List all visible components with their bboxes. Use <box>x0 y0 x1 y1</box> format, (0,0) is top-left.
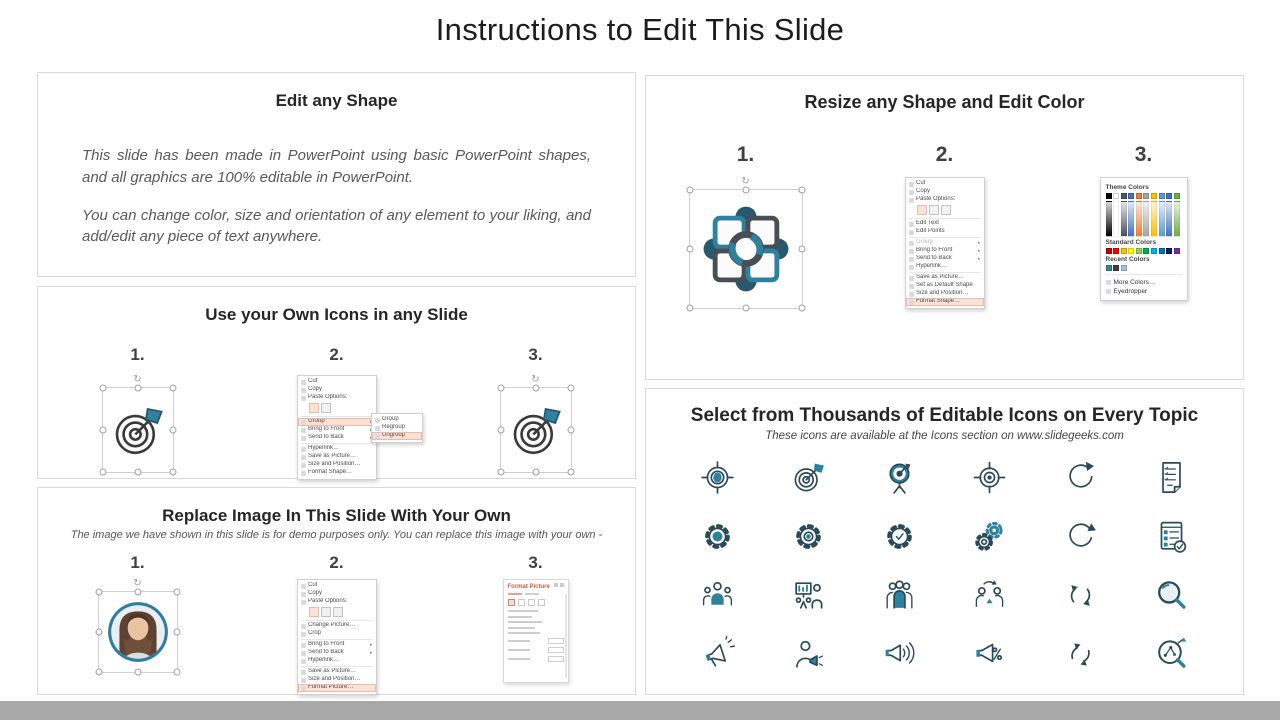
color-swatch[interactable] <box>1106 265 1112 271</box>
selection-handle[interactable] <box>532 385 539 392</box>
menu-item-icon <box>301 600 306 605</box>
menu-item-icon <box>909 222 914 227</box>
menu-item[interactable] <box>298 426 376 434</box>
person-announcement-icon[interactable] <box>789 635 827 673</box>
selection-handle[interactable] <box>686 305 693 312</box>
pane-close-icon[interactable] <box>554 583 564 587</box>
panel-resize-shape <box>645 75 1244 380</box>
selected-target-icon[interactable] <box>500 387 572 473</box>
menu-item-label: Bring to Front <box>308 641 345 648</box>
menu-item[interactable] <box>298 676 376 684</box>
panel-edit-any-shape <box>37 72 636 277</box>
team-discussion-icon[interactable] <box>971 576 1009 614</box>
menu-item[interactable] <box>298 668 376 676</box>
target-dart-icon[interactable] <box>789 458 827 496</box>
menu-item[interactable] <box>906 298 984 306</box>
selection-handle[interactable] <box>742 305 749 312</box>
menu-item-label: Cut <box>916 180 926 187</box>
color-swatch[interactable] <box>1174 193 1180 199</box>
menu-item[interactable] <box>298 649 376 657</box>
menu-item-label: Size and Position… <box>308 676 361 683</box>
panel-title: Replace Image In This Slide With Your Own <box>162 506 511 525</box>
menu-item-icon <box>301 624 306 629</box>
menu-separator <box>301 639 373 640</box>
rotate-arrow-icon[interactable] <box>1062 458 1100 496</box>
color-swatch[interactable] <box>1113 193 1119 199</box>
selection-handle[interactable] <box>567 427 574 434</box>
selection-handle[interactable] <box>532 469 539 476</box>
context-menu-wrap <box>297 375 406 480</box>
menu-item[interactable] <box>298 684 376 692</box>
menu-item[interactable] <box>372 416 422 424</box>
color-swatch[interactable] <box>1174 248 1180 254</box>
menu-item[interactable] <box>906 196 984 204</box>
menu-item[interactable] <box>298 445 376 453</box>
menu-item[interactable] <box>906 188 984 196</box>
selection-handle[interactable] <box>99 385 106 392</box>
color-tint-column[interactable] <box>1174 201 1180 237</box>
search-analytics-icon[interactable] <box>1153 635 1191 673</box>
menu-item[interactable] <box>372 424 422 432</box>
menu-item-icon <box>301 463 306 468</box>
menu-item[interactable] <box>298 469 376 477</box>
panel-title: Resize any Shape and Edit Color <box>804 92 1085 112</box>
pane-tabs[interactable] <box>508 593 564 595</box>
more-colors-item[interactable] <box>1106 278 1182 287</box>
pane-category-icons[interactable] <box>508 599 564 606</box>
menu-item-icon <box>301 659 306 664</box>
submenu-arrow-icon: ▸ <box>977 256 981 262</box>
color-swatch[interactable] <box>1166 193 1172 199</box>
context-submenu-group <box>371 413 423 443</box>
selection-handle[interactable] <box>686 187 693 194</box>
menu-item-label: Size and Position… <box>916 290 969 297</box>
megaphone-announce-icon[interactable] <box>698 635 736 673</box>
target-dart-icon <box>110 402 166 458</box>
eyedropper-item[interactable] <box>1106 287 1182 296</box>
dartboard-arrow-icon[interactable] <box>880 458 918 496</box>
step-number: 3. <box>528 345 543 364</box>
pane-field[interactable] <box>508 647 564 653</box>
step-number: 1. <box>736 143 755 166</box>
cycle-arrows-icon[interactable] <box>1062 635 1100 673</box>
submenu-arrow-icon: ▸ <box>977 240 981 246</box>
menu-item[interactable] <box>298 630 376 638</box>
menu-item-icon <box>301 455 306 460</box>
menu-item-label: Cut <box>308 378 318 385</box>
color-swatch[interactable] <box>1136 248 1142 254</box>
menu-item-label: Paste Options: <box>916 196 956 203</box>
menu-item-icon <box>909 182 914 187</box>
color-palette <box>1100 177 1188 301</box>
menu-item-icon <box>909 241 914 246</box>
menu-item-icon <box>375 434 380 439</box>
menu-item-icon <box>301 388 306 393</box>
panel-icon-library <box>645 388 1244 695</box>
artwork-row <box>38 579 635 695</box>
color-swatch[interactable] <box>1106 193 1112 199</box>
step-number: 3. <box>1134 143 1153 166</box>
color-tint-column[interactable] <box>1106 201 1112 237</box>
menu-item-icon <box>375 418 380 423</box>
color-swatch[interactable] <box>1121 193 1127 199</box>
menu-item-icon <box>909 230 914 235</box>
step-number: 2. <box>329 553 344 572</box>
target-dart-icon <box>508 402 564 458</box>
menu-item-icon <box>301 643 306 648</box>
slide-title: Instructions to Edit This Slide <box>435 12 845 47</box>
color-tint-column[interactable] <box>1136 201 1142 237</box>
portrait-photo <box>105 599 171 665</box>
menu-item-icon <box>301 584 306 589</box>
menu-separator <box>909 218 981 219</box>
quad-square-ring-shape <box>692 194 800 304</box>
selection-handle[interactable] <box>99 427 106 434</box>
menu-item[interactable] <box>906 180 984 188</box>
color-swatch[interactable] <box>1151 248 1157 254</box>
selected-portrait-photo[interactable] <box>98 591 178 673</box>
menu-item-label: Send to Back <box>916 255 952 262</box>
menu-item-label: Set as Default Shape <box>916 282 973 289</box>
menu-item-icon <box>301 678 306 683</box>
selection-handle[interactable] <box>169 469 176 476</box>
menu-item-icon <box>909 198 914 203</box>
color-tint-column[interactable] <box>1113 201 1119 237</box>
color-swatch[interactable] <box>1143 193 1149 199</box>
body-paragraph: This slide has been made in PowerPoint using basic PowerPoint shapes, and all graphics are 100% editable in PowerPoint. <box>82 147 591 186</box>
pane-field[interactable] <box>508 656 564 662</box>
color-tint-column[interactable] <box>1128 201 1134 237</box>
team-leader-icon[interactable] <box>698 576 736 614</box>
menu-item-icon <box>909 265 914 270</box>
menu-item-icon <box>301 592 306 597</box>
menu-item[interactable] <box>298 622 376 630</box>
rotate-handle-icon[interactable]: ↻ <box>531 374 540 385</box>
selection-handle[interactable] <box>134 469 141 476</box>
panel-replace-image <box>37 487 636 695</box>
selection-handle[interactable] <box>742 187 749 194</box>
menu-item[interactable] <box>906 290 984 298</box>
menu-item-label: Paste Options: <box>308 394 348 401</box>
menu-item-icon <box>909 300 914 305</box>
step-number: 1. <box>130 553 145 572</box>
color-swatch[interactable] <box>1128 248 1134 254</box>
menu-item[interactable] <box>298 598 376 606</box>
menu-item[interactable] <box>298 461 376 469</box>
artwork-row <box>38 375 635 480</box>
selection-handle[interactable] <box>169 427 176 434</box>
magnifier-icon[interactable] <box>1153 576 1191 614</box>
selection-handle[interactable] <box>134 385 141 392</box>
menu-item[interactable] <box>906 282 984 290</box>
menu-item-label: Copy <box>308 590 323 597</box>
panel-subtitle: The image we have shown in this slide is for demo purposes only. You can replace this image with your own - <box>70 529 603 541</box>
selection-handle[interactable] <box>798 305 805 312</box>
menu-item-label: Edit Text <box>916 220 939 227</box>
menu-item[interactable] <box>298 657 376 665</box>
color-swatch[interactable] <box>1106 248 1112 254</box>
eyedropper-icon <box>1106 289 1111 294</box>
pane-field[interactable] <box>508 638 564 644</box>
menu-item-icon <box>375 426 380 431</box>
menu-item-label: Copy <box>916 188 931 195</box>
submenu-arrow-icon: ▸ <box>369 642 373 648</box>
target-focus-icon[interactable] <box>698 458 736 496</box>
menu-item-icon <box>909 292 914 297</box>
paste-option-icon[interactable] <box>929 205 939 215</box>
steps-row <box>38 553 635 573</box>
menu-item-label: Paste Options: <box>308 598 348 605</box>
menu-item-icon <box>909 190 914 195</box>
context-menu-picture <box>297 579 377 695</box>
menu-separator <box>909 237 981 238</box>
menu-item-label: Change Picture… <box>308 622 356 629</box>
theme-tint-columns <box>1106 201 1182 237</box>
selection-handle[interactable] <box>798 246 805 253</box>
paste-option-icon[interactable] <box>309 403 319 413</box>
paste-option-icon[interactable] <box>309 607 319 617</box>
menu-item-icon <box>301 428 306 433</box>
menu-item[interactable] <box>906 274 984 282</box>
menu-item[interactable] <box>906 228 984 236</box>
menu-item[interactable] <box>906 255 984 263</box>
selection-handle[interactable] <box>497 427 504 434</box>
menu-item-label: Send to Back <box>308 434 344 441</box>
eyedropper-label: Eyedropper <box>1113 288 1148 295</box>
step-number: 3. <box>528 553 543 572</box>
pane-scrollbar[interactable] <box>565 594 567 678</box>
menu-item-label: Format Shape… <box>916 298 961 305</box>
menu-item[interactable] <box>298 641 376 649</box>
menu-separator <box>301 620 373 621</box>
menu-item-label: Cut <box>308 582 318 589</box>
megaphone-sound-icon[interactable] <box>880 635 918 673</box>
presentation-training-icon[interactable] <box>789 576 827 614</box>
icon-grid <box>672 458 1217 673</box>
panel-use-own-icons <box>37 286 636 479</box>
menu-item-label: Hyperlink… <box>308 657 340 664</box>
color-swatch[interactable] <box>1128 193 1134 199</box>
theme-colors-label: Theme Colors <box>1105 184 1149 191</box>
menu-item[interactable] <box>298 418 376 426</box>
crosshair-target-icon[interactable] <box>971 458 1009 496</box>
selection-handle[interactable] <box>497 385 504 392</box>
bottom-gray-bar <box>0 701 1280 720</box>
standard-colors-label: Standard Colors <box>1105 239 1157 246</box>
selection-handle[interactable] <box>173 669 180 676</box>
menu-item-label: Regroup <box>382 424 406 431</box>
menu-item-label: Group <box>308 418 325 425</box>
menu-item-icon <box>301 447 306 452</box>
paste-option-icon[interactable] <box>321 607 331 617</box>
selection-handle[interactable] <box>95 629 102 636</box>
rotate-handle-icon[interactable]: ↻ <box>741 176 750 187</box>
menu-item-label: Group <box>916 239 933 246</box>
menu-item-icon <box>909 276 914 281</box>
menu-item-label: Hyperlink… <box>308 445 340 452</box>
menu-item[interactable] <box>298 582 376 590</box>
refresh-arrow-icon[interactable] <box>1062 517 1100 555</box>
color-swatch[interactable] <box>1143 248 1149 254</box>
color-swatch[interactable] <box>1121 248 1127 254</box>
selection-handle[interactable] <box>169 385 176 392</box>
menu-item-label: Hyperlink… <box>916 263 948 270</box>
double-gears-icon[interactable] <box>971 517 1009 555</box>
standard-color-row <box>1106 248 1182 254</box>
menu-item-label: Save as Picture… <box>308 453 357 460</box>
menu-item-icon <box>909 249 914 254</box>
recent-colors-label: Recent Colors <box>1105 256 1150 263</box>
menu-item-label: Bring to Front <box>308 426 345 433</box>
color-swatch[interactable] <box>1121 265 1127 271</box>
menu-item[interactable] <box>906 239 984 247</box>
menu-item-label: Group <box>382 416 399 423</box>
color-tint-column[interactable] <box>1166 201 1172 237</box>
menu-item[interactable] <box>298 394 376 402</box>
more-colors-label: More Colors… <box>1113 279 1156 286</box>
menu-item-icon <box>301 380 306 385</box>
submenu-arrow-icon: ▸ <box>977 248 981 254</box>
step-number: 2. <box>329 345 344 364</box>
pane-title: Format Picture <box>507 584 550 590</box>
gear-check-icon[interactable] <box>880 517 918 555</box>
selection-handle[interactable] <box>173 629 180 636</box>
paste-option-icon[interactable] <box>941 205 951 215</box>
menu-item[interactable] <box>906 220 984 228</box>
selection-handle[interactable] <box>99 469 106 476</box>
color-swatch[interactable] <box>1159 193 1165 199</box>
selection-handle[interactable] <box>134 669 141 676</box>
menu-item-label: Ungroup <box>382 432 406 439</box>
artwork-row <box>646 177 1243 309</box>
divider <box>1106 274 1182 275</box>
theme-color-row <box>1106 193 1182 199</box>
menu-item-label: Copy <box>308 386 323 393</box>
menu-separator <box>909 272 981 273</box>
recent-color-row <box>1106 265 1182 271</box>
steps-row <box>38 345 635 365</box>
menu-separator <box>301 416 373 417</box>
color-swatch[interactable] <box>1159 248 1165 254</box>
menu-item-icon <box>301 420 306 425</box>
menu-item[interactable] <box>298 590 376 598</box>
menu-item-icon <box>301 686 306 691</box>
color-swatch[interactable] <box>1113 265 1119 271</box>
menu-item-label: Save as Picture… <box>916 274 965 281</box>
submenu-arrow-icon: ▸ <box>369 650 373 656</box>
menu-item-label: Save as Picture… <box>308 668 357 675</box>
selection-handle[interactable] <box>95 669 102 676</box>
step-number: 1. <box>130 345 145 364</box>
menu-item-icon <box>301 396 306 401</box>
selection-handle[interactable] <box>95 589 102 596</box>
menu-item-icon <box>301 471 306 476</box>
paste-option-icon[interactable] <box>333 607 343 617</box>
menu-separator <box>301 666 373 667</box>
rotate-handle-icon[interactable]: ↻ <box>133 374 142 385</box>
selection-handle[interactable] <box>567 385 574 392</box>
menu-item-label: Size and Position… <box>308 461 361 468</box>
selection-handle[interactable] <box>798 187 805 194</box>
menu-item-icon <box>909 284 914 289</box>
panel-subtitle: These icons are available at the Icons section on www.slidegeeks.com <box>765 430 1124 442</box>
color-tint-column[interactable] <box>1151 201 1157 237</box>
rotate-handle-icon[interactable]: ↻ <box>133 578 142 589</box>
paste-options-row <box>298 402 376 415</box>
selected-target-icon[interactable] <box>102 387 174 473</box>
selected-shape-graphic[interactable] <box>689 189 803 309</box>
panel-title: Select from Thousands of Editable Icons on Every Topic <box>690 405 1199 426</box>
context-menu-shape <box>905 177 985 309</box>
selection-handle[interactable] <box>686 246 693 253</box>
panel-title: Use your Own Icons in any Slide <box>205 305 468 324</box>
menu-item[interactable] <box>372 432 422 440</box>
menu-item[interactable] <box>298 434 376 442</box>
sync-arrows-icon[interactable] <box>1062 576 1100 614</box>
menu-item[interactable] <box>906 247 984 255</box>
menu-item[interactable] <box>298 386 376 394</box>
color-swatch[interactable] <box>1151 193 1157 199</box>
menu-item-icon <box>301 436 306 441</box>
menu-item-icon <box>301 651 306 656</box>
panel-title: Edit any Shape <box>275 91 398 110</box>
menu-item-label: Format Shape… <box>308 469 353 476</box>
color-tint-column[interactable] <box>1143 201 1149 237</box>
selection-handle[interactable] <box>497 469 504 476</box>
menu-separator <box>301 443 373 444</box>
menu-item-icon <box>909 257 914 262</box>
pane-options <box>508 610 564 662</box>
task-checklist-icon[interactable] <box>1153 517 1191 555</box>
menu-item[interactable] <box>298 378 376 386</box>
color-swatch[interactable] <box>1113 248 1119 254</box>
menu-item-label: Edit Points <box>916 228 945 235</box>
paste-options-row <box>298 606 376 619</box>
menu-item-icon <box>301 670 306 675</box>
menu-item-label: Crop <box>308 630 322 637</box>
paste-option-icon[interactable] <box>917 205 927 215</box>
selection-handle[interactable] <box>173 589 180 596</box>
menu-item-label: Format Picture… <box>308 684 354 691</box>
selection-handle[interactable] <box>567 469 574 476</box>
checklist-document-icon[interactable] <box>1153 458 1191 496</box>
gear-solid-icon[interactable] <box>698 517 736 555</box>
step-number: 2. <box>935 143 954 166</box>
people-group-icon[interactable] <box>880 576 918 614</box>
color-swatch[interactable] <box>1136 193 1142 199</box>
selection-handle[interactable] <box>134 589 141 596</box>
body-paragraph: You can change color, size and orientation of any element to your liking, and add/edit any piece of text anywhere. <box>82 206 591 246</box>
color-swatch[interactable] <box>1166 248 1172 254</box>
gear-settings-icon[interactable] <box>789 517 827 555</box>
color-tint-column[interactable] <box>1121 201 1127 237</box>
menu-item-label: Send to Back <box>308 649 344 656</box>
steps-row <box>646 143 1243 167</box>
promotion-percent-icon[interactable] <box>971 635 1009 673</box>
menu-item-label: Bring to Front <box>916 247 953 254</box>
menu-item[interactable] <box>298 453 376 461</box>
color-tint-column[interactable] <box>1159 201 1165 237</box>
context-menu-group <box>297 375 377 480</box>
paste-option-icon[interactable] <box>321 403 331 413</box>
menu-item[interactable] <box>906 263 984 271</box>
palette-icon <box>1106 280 1111 285</box>
menu-item-icon <box>301 632 306 637</box>
format-picture-pane <box>503 579 569 683</box>
paste-options-row <box>906 204 984 217</box>
